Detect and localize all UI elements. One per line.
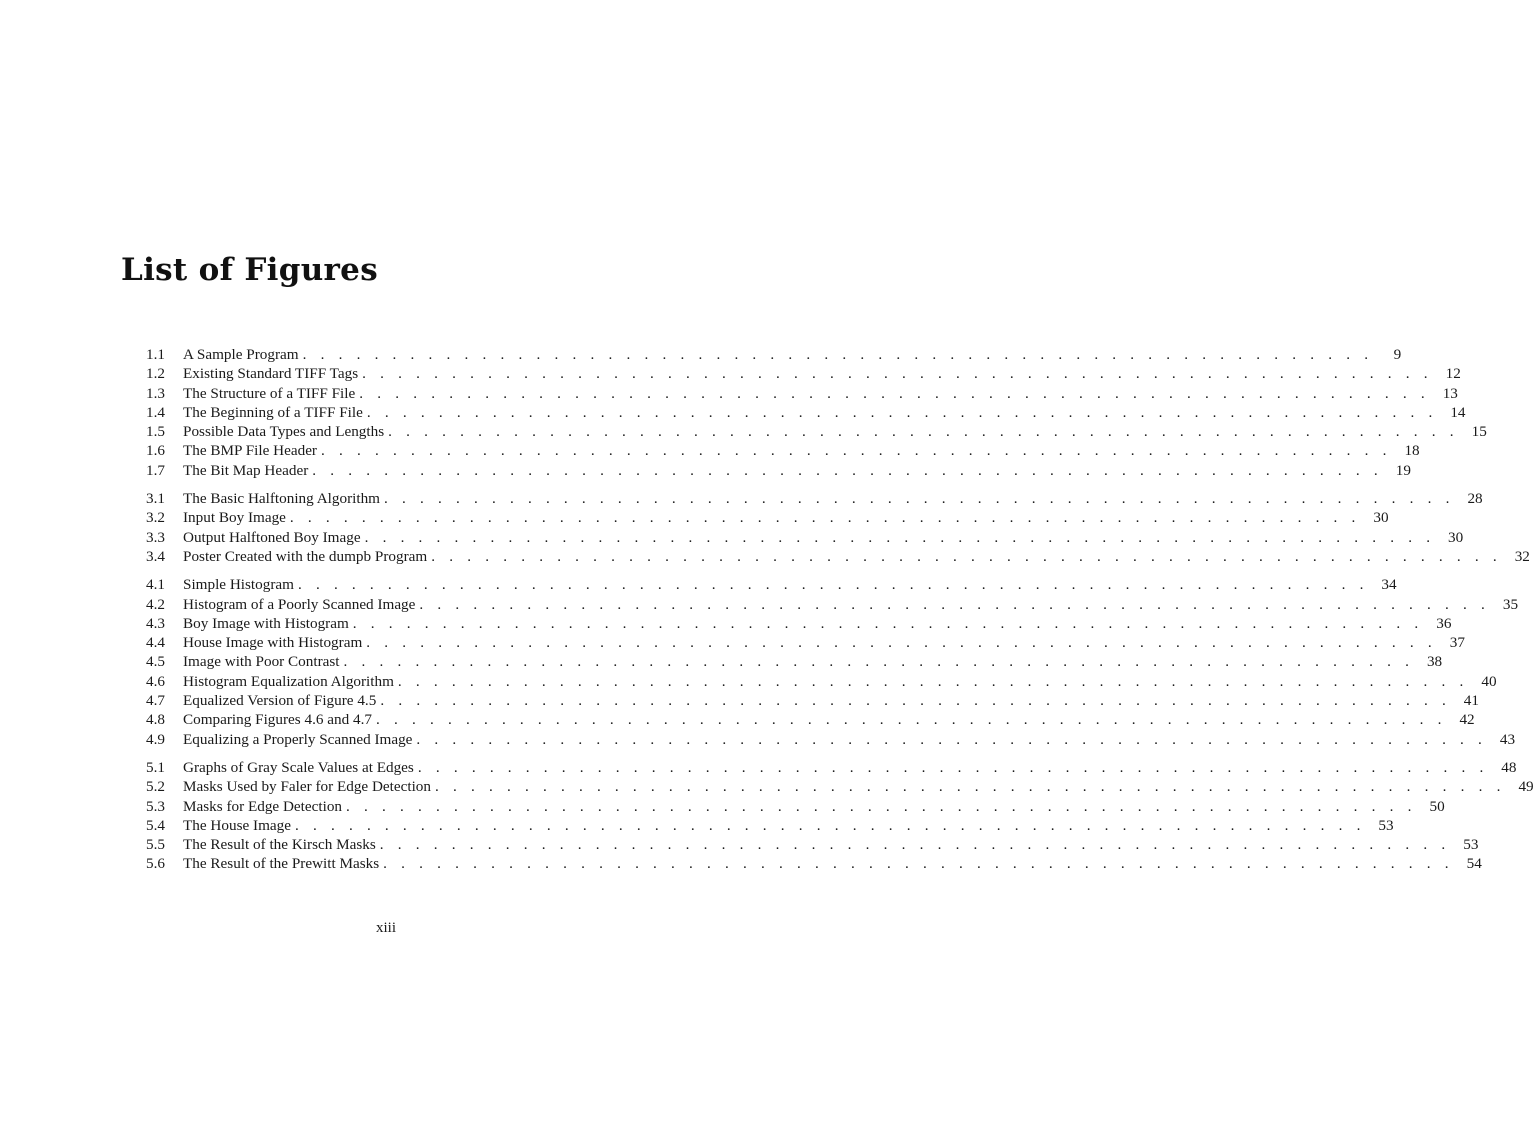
figure-number: 4.9 xyxy=(146,730,165,748)
figure-number: 1.6 xyxy=(146,442,165,460)
figure-number: 4.7 xyxy=(146,692,165,710)
figure-page: 9 xyxy=(1393,346,1402,363)
dot-leader: . . . . . . . . . . . . . . . . . . . . . . . . . . . . . . . . . . . . . . . . . . . . . . . . . . . . . . . . . . . . xyxy=(383,855,1454,873)
dot-leader: . . . . . . . . . . . . . . . . . . . . . . . . . . . . . . . . . . . . . . . . . . . . . . . . . . . . . . . . . . . . xyxy=(289,509,1361,527)
figure-entry xyxy=(146,730,1516,749)
figure-title: Equalized Version of Figure 4.5 xyxy=(183,692,377,710)
figure-page: 37 xyxy=(1449,634,1465,652)
figure-entry xyxy=(146,595,1519,614)
figure-page: 49 xyxy=(1518,778,1534,796)
figure-number: 3.3 xyxy=(146,528,165,546)
figure-group xyxy=(146,575,1519,749)
figure-group xyxy=(146,758,1534,874)
figure-page: 35 xyxy=(1502,595,1519,613)
dot-leader: . . . . . . . . . . . . . . . . . . . . . . . . . . . . . . . . . . . . . . . . . . . . . . . . . . . . . . . . . . . . xyxy=(366,634,1437,652)
figure-group xyxy=(146,489,1530,566)
figure-entry xyxy=(146,633,1465,652)
figure-title: Image with Poor Contrast xyxy=(183,653,340,671)
dot-leader: . . . . . . . . . . . . . . . . . . . . . . . . . . . . . . . . . . . . . . . . . . . . . . . . . . . . . . . . . . . . xyxy=(362,365,1433,383)
figure-entry xyxy=(146,835,1479,854)
figure-title: Graphs of Gray Scale Values at Edges xyxy=(183,758,414,776)
dot-leader: . . . . . . . . . . . . . . . . . . . . . . . . . . . . . . . . . . . . . . . . . . . . . . . . . . . . . . . . . . . . xyxy=(419,595,1491,613)
figure-entry xyxy=(146,489,1483,508)
figure-entry xyxy=(146,508,1389,527)
figure-title: Histogram of a Poorly Scanned Image xyxy=(183,595,416,613)
figure-page: 30 xyxy=(1373,509,1389,527)
figure-title: The Beginning of a TIFF File xyxy=(183,403,363,421)
figure-page: 12 xyxy=(1445,365,1461,383)
figure-title: Histogram Equalization Algorithm xyxy=(183,672,394,690)
figure-page: 34 xyxy=(1381,576,1397,594)
dot-leader: . . . . . . . . . . . . . . . . . . . . . . . . . . . . . . . . . . . . . . . . . . . . . . . . . . . . . . . . . . . . xyxy=(312,461,1383,479)
figure-page: 53 xyxy=(1463,836,1479,854)
figure-title: Boy Image with Histogram xyxy=(183,614,349,632)
figure-number: 4.2 xyxy=(146,595,165,613)
figure-entry xyxy=(146,422,1487,441)
figure-entry xyxy=(146,691,1479,710)
figure-number: 5.2 xyxy=(146,778,165,796)
figure-title: Masks for Edge Detection xyxy=(183,797,343,815)
page-title: List of Figures xyxy=(121,252,378,288)
dot-leader: . . . . . . . . . . . . . . . . . . . . . . . . . . . . . . . . . . . . . . . . . . . . . . . . . . . . . . . . . . . . xyxy=(417,758,1489,776)
figure-number: 1.5 xyxy=(146,423,165,441)
figure-entry xyxy=(146,575,1397,594)
figure-page: 30 xyxy=(1448,528,1464,546)
figure-entry xyxy=(146,710,1475,729)
figure-title: Possible Data Types and Lengths xyxy=(183,423,385,441)
figure-title: Existing Standard TIFF Tags xyxy=(183,365,359,383)
figure-page: 19 xyxy=(1395,461,1411,479)
figure-page: 38 xyxy=(1426,653,1443,671)
figure-title: House Image with Histogram xyxy=(183,634,363,652)
figure-entry xyxy=(146,364,1461,383)
figure-entry xyxy=(146,461,1411,480)
figure-number: 4.8 xyxy=(146,711,165,729)
dot-leader: . . . . . . . . . . . . . . . . . . . . . . . . . . . . . . . . . . . . . . . . . . . . . . . . . . . . . . . . . . . . xyxy=(364,528,1436,546)
figure-number: 4.5 xyxy=(146,653,165,671)
figure-title: A Sample Program xyxy=(183,346,299,363)
figure-page: 43 xyxy=(1499,730,1516,748)
figure-number: 5.5 xyxy=(146,836,165,854)
figure-entry xyxy=(146,758,1517,777)
figure-number: 4.4 xyxy=(146,634,165,652)
figure-page: 48 xyxy=(1501,758,1517,776)
figure-page: 53 xyxy=(1378,816,1394,834)
figure-entry xyxy=(146,384,1458,403)
dot-leader: . . . . . . . . . . . . . . . . . . . . . . . . . . . . . . . . . . . . . . . . . . . . . . . . . . . . . . . . . . . . xyxy=(321,442,1392,460)
figure-title: The BMP File Header xyxy=(183,442,317,460)
dot-leader: . . . . . . . . . . . . . . . . . . . . . . . . . . . . . . . . . . . . . . . . . . . . . . . . . . . . . . . . . . . . xyxy=(384,490,1455,508)
figure-number: 5.3 xyxy=(146,797,165,815)
figure-entry xyxy=(146,672,1497,691)
figure-number: 1.4 xyxy=(146,403,165,421)
figure-number: 3.2 xyxy=(146,509,165,527)
dot-leader: . . . . . . . . . . . . . . . . . . . . . . . . . . . . . . . . . . . . . . . . . . . . . . . . . . . . . . . . . . . . xyxy=(380,692,1451,710)
figure-number: 5.1 xyxy=(146,758,165,776)
figure-title: The House Image xyxy=(183,816,291,834)
dot-leader: . . . . . . . . . . . . . . . . . . . . . . . . . . . . . . . . . . . . . . . . . . . . . . . . . . . . . . . . . . . . xyxy=(416,730,1488,748)
page-number: xiii xyxy=(375,920,396,936)
figure-title: The Bit Map Header xyxy=(183,461,309,479)
figure-page: 32 xyxy=(1514,547,1530,565)
figure-page: 40 xyxy=(1481,672,1497,690)
dot-leader: . . . . . . . . . . . . . . . . . . . . . . . . . . . . . . . . . . . . . . . . . . . . . . . . . . . . . . . . . . . . xyxy=(359,384,1430,402)
figure-number: 1.1 xyxy=(146,346,165,363)
dot-leader: . . . . . . . . . . . . . . . . . . . . . . . . . . . . . . . . . . . . . . . . . . . . . . . . . . . . . . . . . . . . xyxy=(297,576,1369,594)
figure-entry xyxy=(146,614,1452,633)
figure-entry xyxy=(146,797,1445,816)
figure-number: 5.4 xyxy=(146,816,165,834)
dot-leader: . . . . . . . . . . . . . . . . . . . . . . . . . . . . . . . . . . . . . . . . . . . . . . . . . . . . . . . . . . . . xyxy=(366,403,1438,421)
figure-entry xyxy=(146,854,1482,873)
figure-group xyxy=(146,345,1487,480)
figure-title: The Result of the Prewitt Masks xyxy=(183,855,380,873)
figure-number: 3.1 xyxy=(146,490,165,508)
dot-leader: . . . . . . . . . . . . . . . . . . . . . . . . . . . . . . . . . . . . . . . . . . . . . . . . . . . . . . . . . . . . xyxy=(435,778,1506,796)
figure-page: 54 xyxy=(1466,855,1482,873)
figure-entry xyxy=(146,547,1530,566)
figure-entry xyxy=(146,441,1420,460)
figure-title: Input Boy Image xyxy=(183,509,286,527)
dot-leader: . . . . . . . . . . . . . . . . . . . . . . . . . . . . . . . . . . . . . . . . . . . . . . . . . . . . . . . . . . . . xyxy=(397,672,1469,690)
figure-title: The Basic Halftoning Algorithm xyxy=(183,490,380,508)
list-of-figures xyxy=(146,345,1534,883)
figure-page: 42 xyxy=(1459,711,1475,729)
figure-number: 3.4 xyxy=(146,547,165,565)
figure-number: 1.2 xyxy=(146,365,165,383)
figure-page: 15 xyxy=(1471,423,1487,441)
figure-title: Simple Histogram xyxy=(183,576,294,594)
figure-entry xyxy=(146,816,1394,835)
dot-leader: . . . . . . . . . . . . . . . . . . . . . . . . . . . . . . . . . . . . . . . . . . . . . . . . . . . . . . . . . . . . xyxy=(388,423,1459,441)
figure-number: 4.3 xyxy=(146,614,165,632)
figure-title: Comparing Figures 4.6 and 4.7 xyxy=(183,711,372,729)
figure-title: Masks Used by Faler for Edge Detection xyxy=(183,778,431,796)
figure-entry xyxy=(146,345,1402,364)
figure-number: 4.6 xyxy=(146,672,165,690)
dot-leader: . . . . . . . . . . . . . . . . . . . . . . . . . . . . . . . . . . . . . . . . . . . . . . . . . . . . . . . . . . . . xyxy=(302,346,1374,363)
figure-number: 1.3 xyxy=(146,384,165,402)
figure-entry xyxy=(146,777,1534,796)
dot-leader: . . . . . . . . . . . . . . . . . . . . . . . . . . . . . . . . . . . . . . . . . . . . . . . . . . . . . . . . . . . . xyxy=(343,653,1415,671)
figure-title: Output Halftoned Boy Image xyxy=(183,528,361,546)
figure-page: 14 xyxy=(1450,403,1466,421)
figure-page: 13 xyxy=(1442,384,1458,402)
dot-leader: . . . . . . . . . . . . . . . . . . . . . . . . . . . . . . . . . . . . . . . . . . . . . . . . . . . . . . . . . . . . xyxy=(346,797,1417,815)
figure-page: 28 xyxy=(1467,490,1483,508)
dot-leader: . . . . . . . . . . . . . . . . . . . . . . . . . . . . . . . . . . . . . . . . . . . . . . . . . . . . . . . . . . . . xyxy=(375,711,1447,729)
figure-page: 18 xyxy=(1404,442,1420,460)
dot-leader: . . . . . . . . . . . . . . . . . . . . . . . . . . . . . . . . . . . . . . . . . . . . . . . . . . . . . . . . . . . . xyxy=(352,614,1424,632)
figure-title: The Structure of a TIFF File xyxy=(183,384,356,402)
dot-leader: . . . . . . . . . . . . . . . . . . . . . . . . . . . . . . . . . . . . . . . . . . . . . . . . . . . . . . . . . . . . xyxy=(431,547,1502,565)
dot-leader: . . . . . . . . . . . . . . . . . . . . . . . . . . . . . . . . . . . . . . . . . . . . . . . . . . . . . . . . . . . . xyxy=(294,816,1366,834)
figure-entry xyxy=(146,652,1443,671)
figure-page: 50 xyxy=(1429,797,1445,815)
figure-title: Poster Created with the dumpb Program xyxy=(183,547,428,565)
dot-leader: . . . . . . . . . . . . . . . . . . . . . . . . . . . . . . . . . . . . . . . . . . . . . . . . . . . . . . . . . . . . xyxy=(379,836,1451,854)
figure-title: The Result of the Kirsch Masks xyxy=(183,836,376,854)
figure-number: 5.6 xyxy=(146,855,165,873)
figure-title: Equalizing a Properly Scanned Image xyxy=(183,730,413,748)
figure-page: 36 xyxy=(1436,614,1452,632)
figure-number: 4.1 xyxy=(146,576,165,594)
figure-page: 41 xyxy=(1463,692,1479,710)
figure-entry xyxy=(146,403,1466,422)
figure-number: 1.7 xyxy=(146,461,165,479)
figure-entry xyxy=(146,528,1464,547)
